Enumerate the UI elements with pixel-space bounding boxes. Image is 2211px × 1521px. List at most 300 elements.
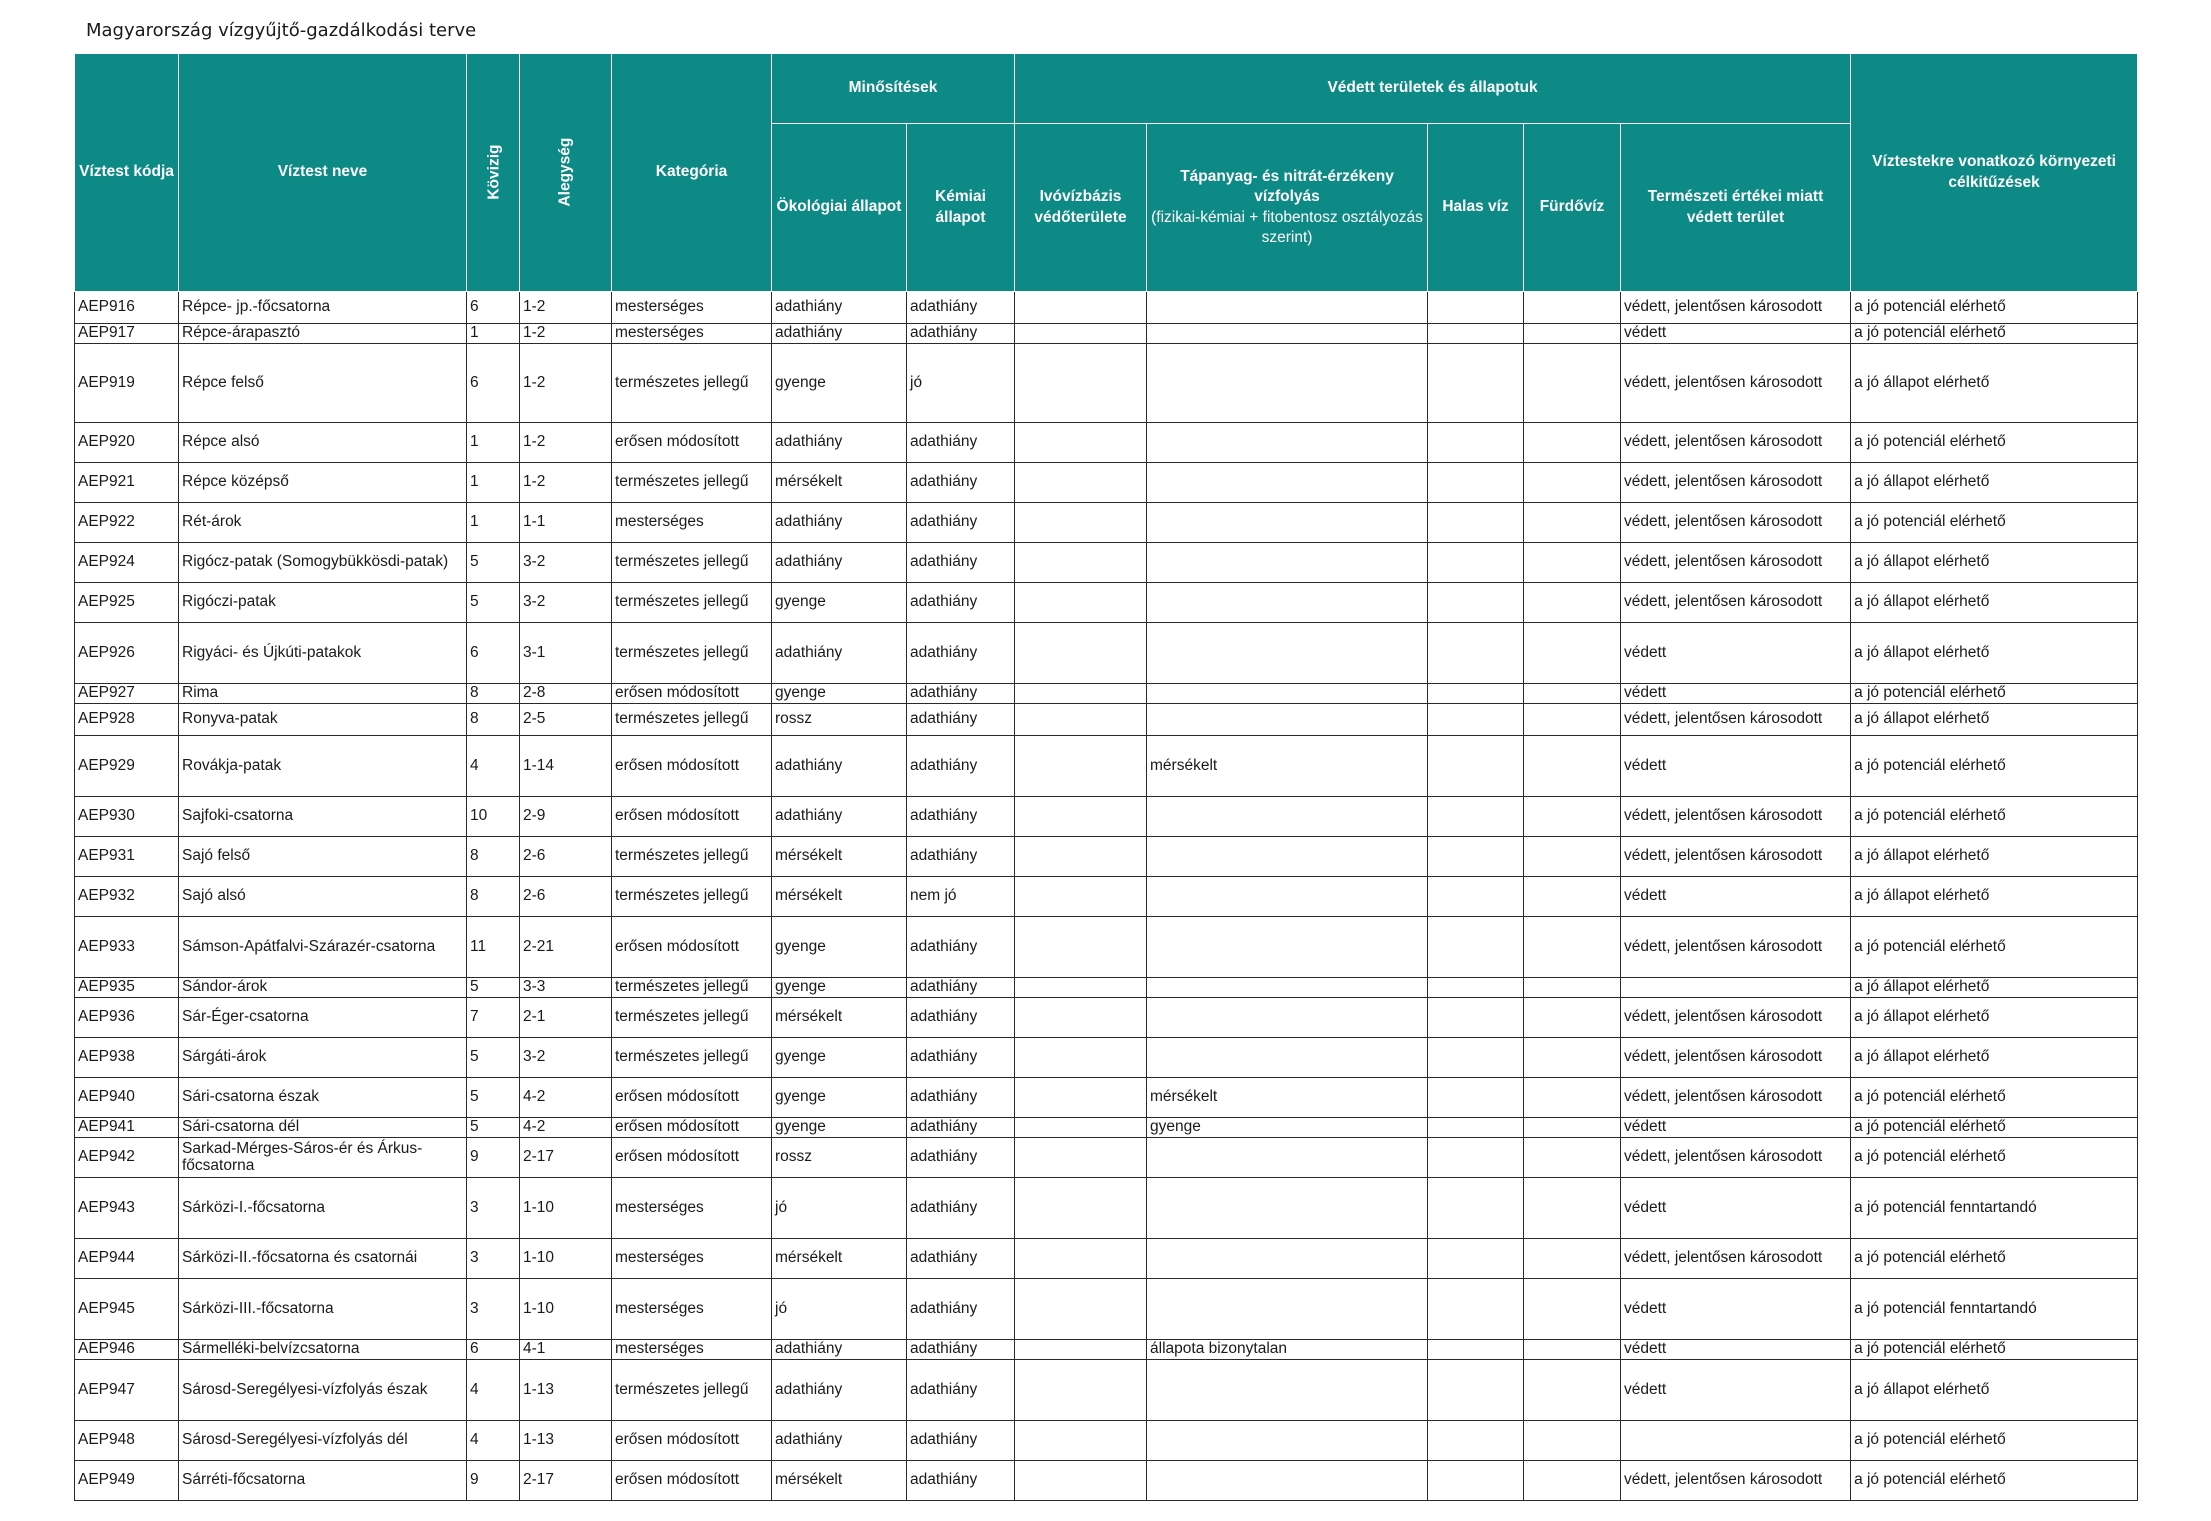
- cell-furdoviz: [1524, 503, 1621, 543]
- cell-okologiai: adathiány: [772, 503, 907, 543]
- cell-cel: a jó potenciál elérhető: [1851, 684, 2138, 704]
- cell-code: AEP920: [75, 423, 179, 463]
- cell-halas: [1428, 423, 1524, 463]
- cell-halas: [1428, 503, 1524, 543]
- header-kovizig: Kövizig: [467, 54, 520, 292]
- cell-code: AEP928: [75, 704, 179, 736]
- cell-name: Sarkad-Mérges-Sáros-ér és Árkus-főcsatorna: [179, 1138, 467, 1178]
- table-row: [75, 463, 2138, 503]
- cell-tapanyag: [1147, 623, 1428, 684]
- cell-alegyseg: 4-2: [520, 1118, 612, 1138]
- cell-kovizig: 9: [467, 1461, 520, 1501]
- cell-alegyseg: 1-10: [520, 1279, 612, 1340]
- cell-termeszeti: védett, jelentősen károsodott: [1621, 543, 1851, 583]
- cell-halas: [1428, 917, 1524, 978]
- cell-kemiai: nem jó: [907, 877, 1015, 917]
- cell-kovizig: 3: [467, 1279, 520, 1340]
- cell-kemiai: adathiány: [907, 684, 1015, 704]
- cell-code: AEP919: [75, 344, 179, 423]
- cell-tapanyag: állapota bizonytalan: [1147, 1340, 1428, 1360]
- cell-name: Sárosd-Seregélyesi-vízfolyás dél: [179, 1421, 467, 1461]
- cell-code: AEP947: [75, 1360, 179, 1421]
- cell-kategoria: természetes jellegű: [612, 704, 772, 736]
- table-row: [75, 503, 2138, 543]
- cell-termeszeti: védett, jelentősen károsodott: [1621, 998, 1851, 1038]
- cell-kovizig: 4: [467, 1421, 520, 1461]
- table-row: [75, 1421, 2138, 1461]
- cell-alegyseg: 3-2: [520, 583, 612, 623]
- cell-kovizig: 8: [467, 837, 520, 877]
- cell-kovizig: 1: [467, 463, 520, 503]
- cell-kemiai: adathiány: [907, 423, 1015, 463]
- cell-furdoviz: [1524, 1239, 1621, 1279]
- cell-kemiai: adathiány: [907, 1340, 1015, 1360]
- table-row: [75, 543, 2138, 583]
- cell-tapanyag: [1147, 1038, 1428, 1078]
- header-name: Víztest neve: [179, 54, 467, 292]
- cell-kovizig: 10: [467, 797, 520, 837]
- cell-cel: a jó potenciál elérhető: [1851, 1340, 2138, 1360]
- cell-termeszeti: védett, jelentősen károsodott: [1621, 344, 1851, 423]
- cell-cel: a jó állapot elérhető: [1851, 583, 2138, 623]
- cell-kategoria: mesterséges: [612, 324, 772, 344]
- cell-furdoviz: [1524, 877, 1621, 917]
- cell-name: Répce-árapasztó: [179, 324, 467, 344]
- cell-kemiai: adathiány: [907, 1421, 1015, 1461]
- cell-kategoria: erősen módosított: [612, 736, 772, 797]
- cell-code: AEP949: [75, 1461, 179, 1501]
- table-row: [75, 877, 2138, 917]
- table-row: [75, 998, 2138, 1038]
- cell-okologiai: rossz: [772, 1138, 907, 1178]
- cell-ivovizbazis: [1015, 1340, 1147, 1360]
- cell-code: AEP927: [75, 684, 179, 704]
- cell-tapanyag: [1147, 704, 1428, 736]
- cell-name: Sajó felső: [179, 837, 467, 877]
- cell-code: AEP946: [75, 1340, 179, 1360]
- table-row: [75, 1178, 2138, 1239]
- cell-cel: a jó potenciál elérhető: [1851, 1078, 2138, 1118]
- cell-furdoviz: [1524, 324, 1621, 344]
- header-minositesek: Minősítések: [772, 54, 1015, 124]
- cell-alegyseg: 1-13: [520, 1421, 612, 1461]
- header-code: Víztest kódja: [75, 54, 179, 292]
- cell-halas: [1428, 1279, 1524, 1340]
- cell-ivovizbazis: [1015, 1279, 1147, 1340]
- cell-tapanyag: gyenge: [1147, 1118, 1428, 1138]
- cell-name: Sárréti-főcsatorna: [179, 1461, 467, 1501]
- cell-okologiai: jó: [772, 1178, 907, 1239]
- cell-okologiai: gyenge: [772, 344, 907, 423]
- cell-kemiai: adathiány: [907, 503, 1015, 543]
- cell-furdoviz: [1524, 1279, 1621, 1340]
- cell-kemiai: adathiány: [907, 623, 1015, 684]
- cell-name: Sárosd-Seregélyesi-vízfolyás észak: [179, 1360, 467, 1421]
- cell-tapanyag: [1147, 344, 1428, 423]
- cell-furdoviz: [1524, 1078, 1621, 1118]
- cell-kemiai: adathiány: [907, 292, 1015, 324]
- cell-kategoria: természetes jellegű: [612, 998, 772, 1038]
- water-bodies-table: [74, 53, 2138, 1501]
- table-row: [75, 1038, 2138, 1078]
- cell-cel: a jó állapot elérhető: [1851, 543, 2138, 583]
- cell-code: AEP936: [75, 998, 179, 1038]
- cell-name: Sári-csatorna dél: [179, 1118, 467, 1138]
- cell-kovizig: 1: [467, 423, 520, 463]
- cell-tapanyag: [1147, 797, 1428, 837]
- cell-kemiai: adathiány: [907, 837, 1015, 877]
- cell-furdoviz: [1524, 978, 1621, 998]
- cell-alegyseg: 3-2: [520, 543, 612, 583]
- cell-furdoviz: [1524, 1340, 1621, 1360]
- cell-kovizig: 1: [467, 503, 520, 543]
- cell-code: AEP926: [75, 623, 179, 684]
- cell-code: AEP942: [75, 1138, 179, 1178]
- cell-ivovizbazis: [1015, 324, 1147, 344]
- cell-termeszeti: védett: [1621, 1340, 1851, 1360]
- cell-kemiai: adathiány: [907, 797, 1015, 837]
- cell-cel: a jó potenciál elérhető: [1851, 503, 2138, 543]
- cell-alegyseg: 1-2: [520, 423, 612, 463]
- cell-halas: [1428, 1461, 1524, 1501]
- cell-kemiai: adathiány: [907, 543, 1015, 583]
- cell-kemiai: adathiány: [907, 1360, 1015, 1421]
- cell-termeszeti: védett, jelentősen károsodott: [1621, 917, 1851, 978]
- cell-kategoria: mesterséges: [612, 1239, 772, 1279]
- cell-kategoria: természetes jellegű: [612, 583, 772, 623]
- cell-tapanyag: [1147, 877, 1428, 917]
- cell-ivovizbazis: [1015, 684, 1147, 704]
- cell-furdoviz: [1524, 1178, 1621, 1239]
- cell-name: Sári-csatorna észak: [179, 1078, 467, 1118]
- cell-kovizig: 5: [467, 583, 520, 623]
- header-okologiai: Ökológiai állapot: [772, 124, 907, 292]
- cell-kemiai: adathiány: [907, 1239, 1015, 1279]
- cell-name: Répce felső: [179, 344, 467, 423]
- cell-furdoviz: [1524, 543, 1621, 583]
- cell-furdoviz: [1524, 797, 1621, 837]
- cell-ivovizbazis: [1015, 1118, 1147, 1138]
- cell-code: AEP935: [75, 978, 179, 998]
- cell-okologiai: adathiány: [772, 543, 907, 583]
- cell-tapanyag: [1147, 684, 1428, 704]
- cell-okologiai: adathiány: [772, 324, 907, 344]
- header-vedett-teruletek: Védett területek és állapotuk: [1015, 54, 1851, 124]
- cell-code: AEP925: [75, 583, 179, 623]
- cell-furdoviz: [1524, 583, 1621, 623]
- cell-cel: a jó állapot elérhető: [1851, 1038, 2138, 1078]
- cell-kategoria: természetes jellegű: [612, 877, 772, 917]
- cell-furdoviz: [1524, 623, 1621, 684]
- cell-kategoria: természetes jellegű: [612, 344, 772, 423]
- cell-ivovizbazis: [1015, 1421, 1147, 1461]
- cell-halas: [1428, 837, 1524, 877]
- cell-cel: a jó potenciál elérhető: [1851, 1461, 2138, 1501]
- cell-cel: a jó potenciál fenntartandó: [1851, 1279, 2138, 1340]
- cell-tapanyag: [1147, 503, 1428, 543]
- cell-halas: [1428, 797, 1524, 837]
- cell-alegyseg: 1-10: [520, 1178, 612, 1239]
- cell-termeszeti: védett, jelentősen károsodott: [1621, 292, 1851, 324]
- cell-cel: a jó potenciál elérhető: [1851, 292, 2138, 324]
- table-row: [75, 917, 2138, 978]
- cell-termeszeti: védett: [1621, 1178, 1851, 1239]
- cell-termeszeti: védett, jelentősen károsodott: [1621, 1239, 1851, 1279]
- cell-halas: [1428, 1118, 1524, 1138]
- cell-termeszeti: védett: [1621, 877, 1851, 917]
- cell-kovizig: 4: [467, 736, 520, 797]
- cell-code: AEP922: [75, 503, 179, 543]
- cell-termeszeti: védett: [1621, 1118, 1851, 1138]
- cell-kategoria: erősen módosított: [612, 423, 772, 463]
- cell-halas: [1428, 324, 1524, 344]
- cell-cel: a jó potenciál elérhető: [1851, 917, 2138, 978]
- cell-cel: a jó állapot elérhető: [1851, 998, 2138, 1038]
- cell-cel: a jó állapot elérhető: [1851, 463, 2138, 503]
- cell-cel: a jó állapot elérhető: [1851, 1360, 2138, 1421]
- cell-kategoria: mesterséges: [612, 292, 772, 324]
- cell-cel: a jó állapot elérhető: [1851, 837, 2138, 877]
- cell-alegyseg: 2-6: [520, 837, 612, 877]
- cell-name: Rovákja-patak: [179, 736, 467, 797]
- cell-termeszeti: védett: [1621, 736, 1851, 797]
- cell-kategoria: természetes jellegű: [612, 1360, 772, 1421]
- cell-tapanyag: [1147, 1138, 1428, 1178]
- header-furdoviz: Fürdővíz: [1524, 124, 1621, 292]
- cell-tapanyag: [1147, 1178, 1428, 1239]
- cell-tapanyag: [1147, 423, 1428, 463]
- cell-cel: a jó állapot elérhető: [1851, 978, 2138, 998]
- cell-ivovizbazis: [1015, 344, 1147, 423]
- cell-termeszeti: védett, jelentősen károsodott: [1621, 1078, 1851, 1118]
- cell-furdoviz: [1524, 1421, 1621, 1461]
- cell-kategoria: természetes jellegű: [612, 463, 772, 503]
- cell-alegyseg: 4-1: [520, 1340, 612, 1360]
- header-ivovizbazis: Ivóvízbázis védőterülete: [1015, 124, 1147, 292]
- cell-halas: [1428, 1138, 1524, 1178]
- cell-name: Sándor-árok: [179, 978, 467, 998]
- cell-alegyseg: 1-2: [520, 463, 612, 503]
- cell-cel: a jó potenciál elérhető: [1851, 1138, 2138, 1178]
- cell-kategoria: erősen módosított: [612, 1421, 772, 1461]
- cell-furdoviz: [1524, 736, 1621, 797]
- cell-kovizig: 6: [467, 623, 520, 684]
- cell-kategoria: erősen módosított: [612, 684, 772, 704]
- cell-okologiai: mérsékelt: [772, 837, 907, 877]
- cell-kovizig: 4: [467, 1360, 520, 1421]
- table-header: [75, 54, 2138, 292]
- cell-termeszeti: védett, jelentősen károsodott: [1621, 423, 1851, 463]
- cell-ivovizbazis: [1015, 978, 1147, 998]
- cell-kemiai: jó: [907, 344, 1015, 423]
- table-row: [75, 292, 2138, 324]
- cell-name: Sár-Éger-csatorna: [179, 998, 467, 1038]
- cell-ivovizbazis: [1015, 503, 1147, 543]
- cell-okologiai: adathiány: [772, 797, 907, 837]
- cell-name: Sámson-Apátfalvi-Szárazér-csatorna: [179, 917, 467, 978]
- cell-code: AEP921: [75, 463, 179, 503]
- cell-kovizig: 8: [467, 877, 520, 917]
- cell-code: AEP948: [75, 1421, 179, 1461]
- table-row: [75, 1239, 2138, 1279]
- table-row: [75, 978, 2138, 998]
- cell-alegyseg: 3-2: [520, 1038, 612, 1078]
- table-row: [75, 1078, 2138, 1118]
- cell-ivovizbazis: [1015, 1461, 1147, 1501]
- header-kategoria: Kategória: [612, 54, 772, 292]
- cell-kovizig: 1: [467, 324, 520, 344]
- cell-ivovizbazis: [1015, 1239, 1147, 1279]
- cell-okologiai: adathiány: [772, 423, 907, 463]
- cell-okologiai: adathiány: [772, 623, 907, 684]
- cell-kemiai: adathiány: [907, 1279, 1015, 1340]
- cell-kovizig: 5: [467, 1038, 520, 1078]
- cell-tapanyag: [1147, 1279, 1428, 1340]
- table-row: [75, 1118, 2138, 1138]
- cell-halas: [1428, 978, 1524, 998]
- cell-cel: a jó állapot elérhető: [1851, 877, 2138, 917]
- cell-termeszeti: védett: [1621, 324, 1851, 344]
- cell-name: Répce alsó: [179, 423, 467, 463]
- cell-code: AEP943: [75, 1178, 179, 1239]
- cell-ivovizbazis: [1015, 1078, 1147, 1118]
- cell-halas: [1428, 1178, 1524, 1239]
- cell-alegyseg: 1-2: [520, 344, 612, 423]
- cell-furdoviz: [1524, 684, 1621, 704]
- cell-termeszeti: védett: [1621, 1360, 1851, 1421]
- cell-alegyseg: 2-9: [520, 797, 612, 837]
- cell-halas: [1428, 877, 1524, 917]
- cell-tapanyag: [1147, 324, 1428, 344]
- cell-kategoria: erősen módosított: [612, 917, 772, 978]
- cell-alegyseg: 2-5: [520, 704, 612, 736]
- cell-kovizig: 5: [467, 1078, 520, 1118]
- cell-alegyseg: 1-14: [520, 736, 612, 797]
- cell-tapanyag: mérsékelt: [1147, 1078, 1428, 1118]
- table-row: [75, 1461, 2138, 1501]
- table-row: [75, 324, 2138, 344]
- cell-cel: a jó potenciál elérhető: [1851, 736, 2138, 797]
- cell-okologiai: adathiány: [772, 1340, 907, 1360]
- cell-kemiai: adathiány: [907, 1118, 1015, 1138]
- table-row: [75, 1138, 2138, 1178]
- cell-name: Sajfoki-csatorna: [179, 797, 467, 837]
- cell-name: Sármelléki-belvízcsatorna: [179, 1340, 467, 1360]
- cell-okologiai: mérsékelt: [772, 1239, 907, 1279]
- cell-name: Sárközi-III.-főcsatorna: [179, 1279, 467, 1340]
- cell-ivovizbazis: [1015, 292, 1147, 324]
- cell-furdoviz: [1524, 1461, 1621, 1501]
- cell-termeszeti: védett, jelentősen károsodott: [1621, 583, 1851, 623]
- cell-okologiai: gyenge: [772, 978, 907, 998]
- cell-okologiai: adathiány: [772, 1360, 907, 1421]
- cell-name: Rima: [179, 684, 467, 704]
- table-row: [75, 583, 2138, 623]
- cell-kemiai: adathiány: [907, 1078, 1015, 1118]
- cell-okologiai: gyenge: [772, 684, 907, 704]
- header-kemiai: Kémiai állapot: [907, 124, 1015, 292]
- cell-tapanyag: [1147, 463, 1428, 503]
- cell-halas: [1428, 543, 1524, 583]
- cell-halas: [1428, 684, 1524, 704]
- cell-alegyseg: 1-2: [520, 324, 612, 344]
- header-termeszeti: Természeti értékei miatt védett terület: [1621, 124, 1851, 292]
- cell-kategoria: természetes jellegű: [612, 837, 772, 877]
- cell-kemiai: adathiány: [907, 998, 1015, 1038]
- header-tapanyag: [1147, 124, 1428, 292]
- cell-okologiai: adathiány: [772, 1421, 907, 1461]
- cell-furdoviz: [1524, 998, 1621, 1038]
- cell-code: AEP924: [75, 543, 179, 583]
- cell-kategoria: erősen módosított: [612, 1078, 772, 1118]
- cell-code: AEP929: [75, 736, 179, 797]
- cell-ivovizbazis: [1015, 463, 1147, 503]
- cell-ivovizbazis: [1015, 1038, 1147, 1078]
- cell-kovizig: 5: [467, 543, 520, 583]
- cell-okologiai: adathiány: [772, 292, 907, 324]
- cell-name: Sárközi-II.-főcsatorna és csatornái: [179, 1239, 467, 1279]
- cell-code: AEP930: [75, 797, 179, 837]
- cell-kategoria: erősen módosított: [612, 1118, 772, 1138]
- cell-tapanyag: mérsékelt: [1147, 736, 1428, 797]
- cell-kategoria: erősen módosított: [612, 1138, 772, 1178]
- cell-termeszeti: [1621, 1421, 1851, 1461]
- cell-halas: [1428, 292, 1524, 324]
- cell-alegyseg: 2-21: [520, 917, 612, 978]
- cell-furdoviz: [1524, 344, 1621, 423]
- cell-code: AEP933: [75, 917, 179, 978]
- cell-tapanyag: [1147, 998, 1428, 1038]
- cell-okologiai: gyenge: [772, 583, 907, 623]
- cell-kategoria: természetes jellegű: [612, 543, 772, 583]
- cell-okologiai: mérsékelt: [772, 463, 907, 503]
- cell-kovizig: 8: [467, 704, 520, 736]
- cell-name: Rigóczi-patak: [179, 583, 467, 623]
- cell-kategoria: természetes jellegű: [612, 978, 772, 998]
- cell-alegyseg: 2-6: [520, 877, 612, 917]
- cell-cel: a jó potenciál elérhető: [1851, 423, 2138, 463]
- cell-okologiai: gyenge: [772, 917, 907, 978]
- cell-kemiai: adathiány: [907, 736, 1015, 797]
- cell-tapanyag: [1147, 292, 1428, 324]
- cell-kovizig: 6: [467, 1340, 520, 1360]
- cell-cel: a jó potenciál elérhető: [1851, 1239, 2138, 1279]
- cell-furdoviz: [1524, 292, 1621, 324]
- cell-termeszeti: védett, jelentősen károsodott: [1621, 1461, 1851, 1501]
- cell-halas: [1428, 1340, 1524, 1360]
- cell-kovizig: 9: [467, 1138, 520, 1178]
- cell-furdoviz: [1524, 837, 1621, 877]
- cell-kovizig: 6: [467, 292, 520, 324]
- cell-okologiai: mérsékelt: [772, 877, 907, 917]
- cell-cel: a jó állapot elérhető: [1851, 704, 2138, 736]
- cell-termeszeti: védett: [1621, 684, 1851, 704]
- cell-alegyseg: 1-10: [520, 1239, 612, 1279]
- cell-termeszeti: védett, jelentősen károsodott: [1621, 704, 1851, 736]
- cell-halas: [1428, 998, 1524, 1038]
- table-row: [75, 1340, 2138, 1360]
- table-row: [75, 344, 2138, 423]
- document-title: Magyarország vízgyűjtő-gazdálkodási terve: [86, 20, 477, 41]
- table-row: [75, 623, 2138, 684]
- cell-kovizig: 5: [467, 978, 520, 998]
- cell-kovizig: 3: [467, 1239, 520, 1279]
- cell-ivovizbazis: [1015, 423, 1147, 463]
- cell-name: Rigyáci- és Újkúti-patakok: [179, 623, 467, 684]
- cell-okologiai: gyenge: [772, 1118, 907, 1138]
- cell-halas: [1428, 344, 1524, 423]
- cell-name: Répce- jp.-főcsatorna: [179, 292, 467, 324]
